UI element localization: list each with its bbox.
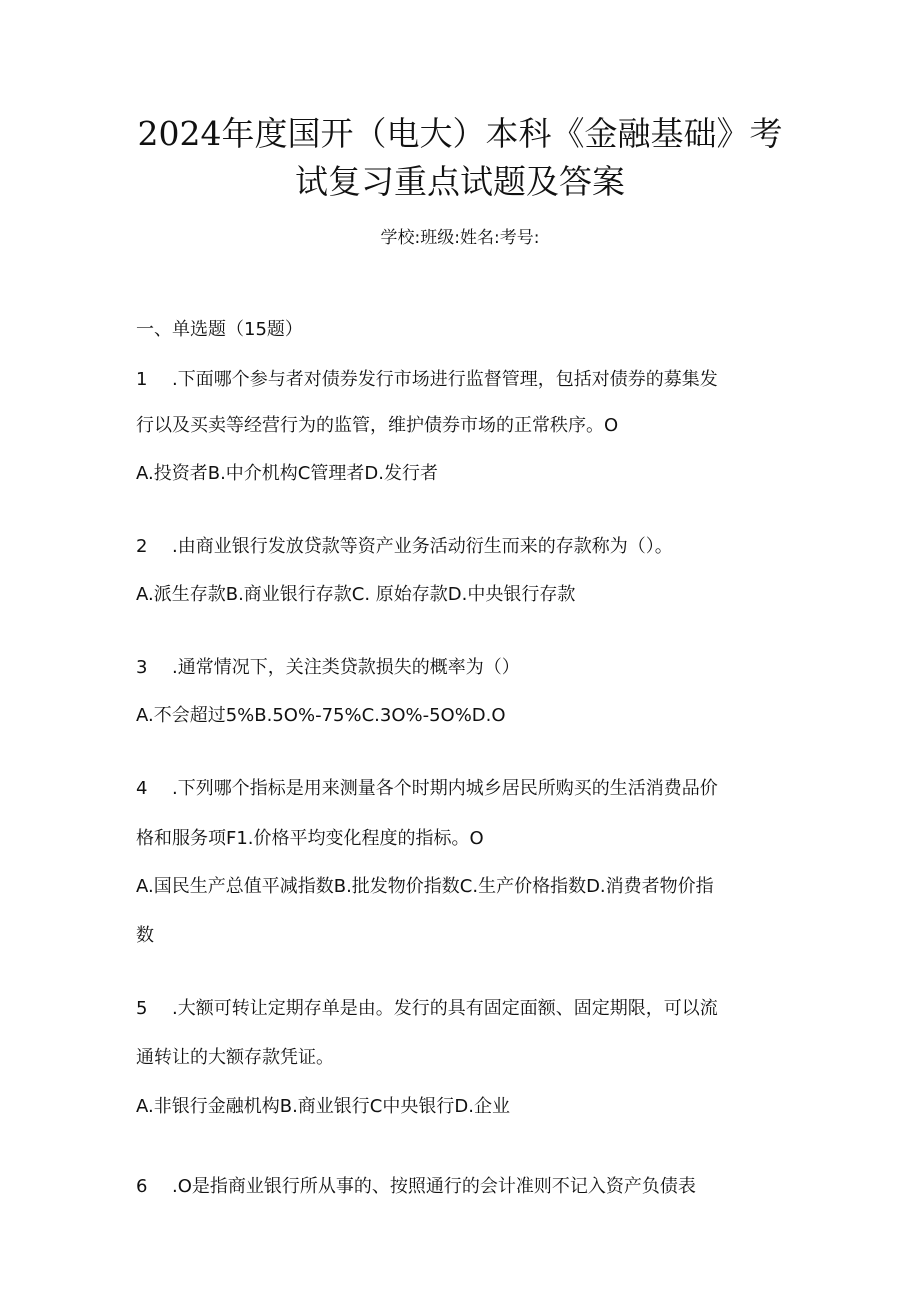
question-5-stem-line-1 [136,996,718,1022]
question-2-stem-line-1 [136,534,673,560]
question-number: 3 [136,657,148,678]
question-6-stem-line-1 [136,1174,696,1200]
question-number: 1 [136,369,148,390]
question-1-stem-line-2: 行以及买卖等经营行为的监管，维护债券市场的正常秩序。O [136,415,619,436]
question-4-options-line-2: 数 [136,925,154,946]
question-4-stem-line-2: 格和服务项F1.价格平均变化程度的指标。O [136,828,484,849]
question-4-stem-line-1 [136,776,718,802]
question-5-options: A.非银行金融机构B.商业银行C中央银行D.企业 [136,1096,510,1117]
question-2-options: A.派生存款B.商业银行存款C. 原始存款D.中央银行存款 [136,584,576,605]
page-title-line-1: 2024年度国开（电大）本科《金融基础》考 [137,114,783,153]
question-1-stem-line-1 [136,367,718,393]
question-number: 4 [136,778,148,799]
question-text: .通常情况下，关注类贷款损失的概率为（） [172,657,520,678]
question-4-options-line-1: A.国民生产总值平减指数B.批发物价指数C.生产价格指数D.消费者物价指 [136,876,714,897]
question-text: .下列哪个指标是用来测量各个时期内城乡居民所购买的生活消费品价 [172,778,718,799]
section-heading: 一、单选题（15题） [136,319,303,340]
question-number: 5 [136,998,148,1019]
question-number: 6 [136,1176,148,1197]
question-text: .下面哪个参与者对债券发行市场进行监督管理，包括对债券的募集发 [172,369,718,390]
student-info-line: 学校:班级:姓名:考号: [380,228,540,248]
question-1-options: A.投资者B.中介机构C管理者D.发行者 [136,463,438,484]
page-title-line-2: 试复习重点试题及答案 [295,162,625,201]
question-3-options: A.不会超过5%B.5O%-75%C.3O%-5O%D.O [136,705,506,726]
question-text: .由商业银行发放贷款等资产业务活动衍生而来的存款称为（）。 [172,536,673,557]
question-number: 2 [136,536,148,557]
question-3-stem-line-1 [136,655,520,681]
question-text: .大额可转让定期存单是由。发行的具有固定面额、固定期限，可以流 [172,998,718,1019]
question-text: .O是指商业银行所从事的、按照通行的会计准则不记入资产负债表 [172,1176,696,1197]
question-5-stem-line-2: 通转让的大额存款凭证。 [136,1047,334,1068]
